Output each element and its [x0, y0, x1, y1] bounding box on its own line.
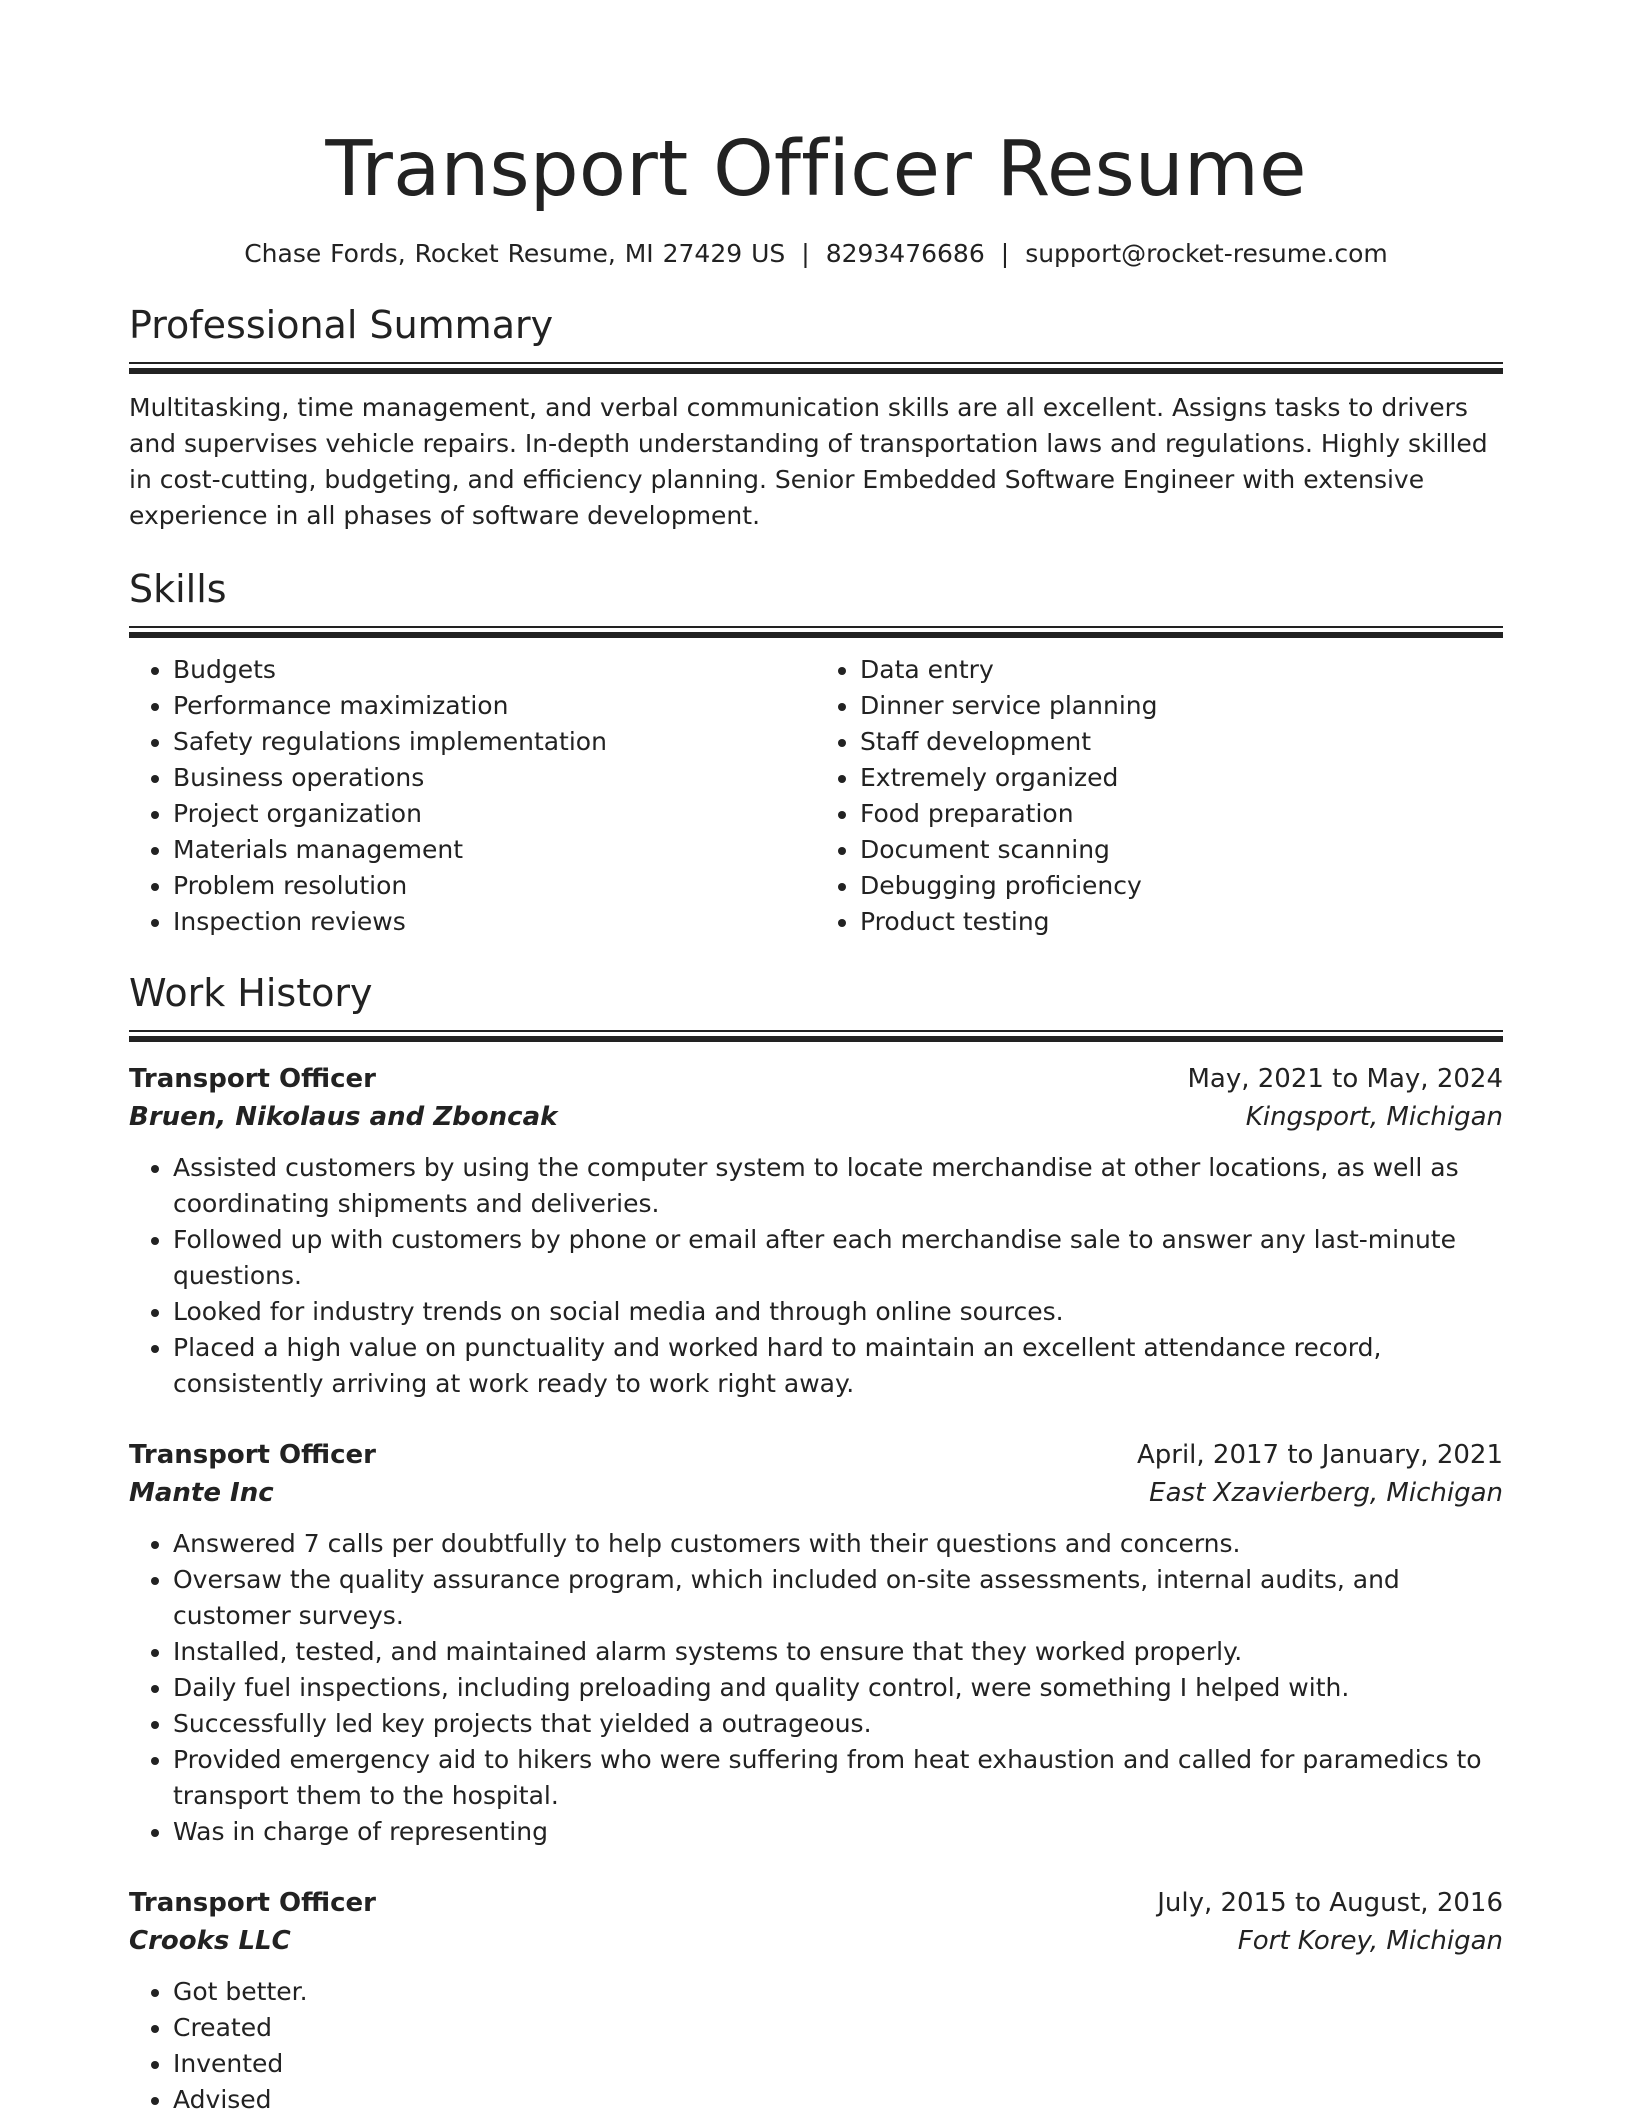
- professional-summary-section: [129, 302, 1503, 534]
- section-divider: [129, 362, 1503, 374]
- job-company: Crooks LLC: [129, 1926, 291, 1956]
- job-location: Fort Korey, Michigan: [1237, 1926, 1503, 1956]
- skill-item: • Dinner service planning: [860, 688, 1503, 724]
- job-bullet: • Was in charge of representing: [173, 1814, 1503, 1850]
- job-bullet: • Successfully led key projects that yielded a outrageous.: [173, 1706, 1503, 1742]
- job-bullet: • Daily fuel inspections, including preloading and quality control, were something I helped with.: [173, 1670, 1503, 1706]
- section-heading-skills: Skills: [129, 567, 227, 611]
- section-heading-summary: Professional Summary: [129, 303, 554, 347]
- job-dates: July, 2015 to August, 2016: [1157, 1888, 1503, 1918]
- summary-text: Multitasking, time management, and verbal communication skills are all excellent. Assigns tasks to drivers and supervises vehicle repairs. In-depth understanding of transportation laws and regulations. Highly skilled in cost-cutting, budgeting, and efficiency planning. Senior Embedded Software Engineer with extensive experience in all phases of software development.: [129, 393, 1488, 530]
- job-bullet: • Oversaw the quality assurance program, which included on-site assessments, internal audits, and customer surveys.: [173, 1562, 1503, 1634]
- job-dates: May, 2021 to May, 2024: [1187, 1064, 1503, 1094]
- resume-title: Transport Officer Resume: [325, 125, 1307, 214]
- contact-separator: |: [1000, 239, 1010, 268]
- skill-item: • Document scanning: [860, 832, 1503, 868]
- contact-phone: 8293476686: [825, 239, 985, 268]
- job-title: Transport Officer: [129, 1440, 376, 1470]
- job-bullet: • Installed, tested, and maintained alarm systems to ensure that they worked properly.: [173, 1634, 1503, 1670]
- job-entry: [129, 1060, 1503, 1402]
- skill-item: • Materials management: [173, 832, 816, 868]
- contact-line: [129, 238, 1503, 270]
- job-bullet: • Assisted customers by using the computer system to locate merchandise at other locations, as well as coordinating shipments and deliveries.: [173, 1150, 1503, 1222]
- skill-item: • Project organization: [173, 796, 816, 832]
- job-company-row: [129, 1474, 1503, 1512]
- skill-item: • Business operations: [173, 760, 816, 796]
- job-entry: [129, 1436, 1503, 1850]
- contact-separator: |: [801, 239, 810, 268]
- job-dates: April, 2017 to January, 2021: [1136, 1440, 1503, 1470]
- skill-item: • Budgets: [173, 652, 816, 688]
- skill-item: • Food preparation: [860, 796, 1503, 832]
- skill-item: • Inspection reviews: [173, 904, 816, 940]
- job-title: Transport Officer: [129, 1064, 376, 1094]
- job-bullet: • Created: [173, 2010, 1503, 2046]
- job-bullet: • Got better.: [173, 1974, 1503, 2010]
- job-company-row: [129, 1922, 1503, 1960]
- section-divider: [129, 1030, 1503, 1042]
- contact-email: support@rocket-resume.com: [1025, 239, 1388, 268]
- job-bullet: • Provided emergency aid to hikers who were suffering from heat exhaustion and called for paramedics to transport them to the hospital.: [173, 1742, 1503, 1814]
- skill-item: • Data entry: [860, 652, 1503, 688]
- job-bullet: • Answered 7 calls per doubtfully to help customers with their questions and concerns.: [173, 1526, 1503, 1562]
- job-location: Kingsport, Michigan: [1245, 1102, 1503, 1132]
- job-entry: [129, 1884, 1503, 2118]
- job-title: Transport Officer: [129, 1888, 376, 1918]
- job-bullet: • Looked for industry trends on social media and through online sources.: [173, 1294, 1503, 1330]
- job-company: Bruen, Nikolaus and Zboncak: [129, 1102, 558, 1132]
- skill-item: • Debugging proficiency: [860, 868, 1503, 904]
- skills-columns: [129, 652, 1503, 940]
- job-bullet: • Placed a high value on punctuality and worked hard to maintain an excellent attendance record, consistently arriving at work ready to work right away.: [173, 1330, 1503, 1402]
- job-bullet: • Followed up with customers by phone or email after each merchandise sale to answer any last-minute questions.: [173, 1222, 1503, 1294]
- skill-item: • Safety regulations implementation: [173, 724, 816, 760]
- skill-item: • Staff development: [860, 724, 1503, 760]
- skill-item: • Extremely organized: [860, 760, 1503, 796]
- skill-item: • Performance maximization: [173, 688, 816, 724]
- job-company-row: [129, 1098, 1503, 1136]
- section-divider: [129, 626, 1503, 638]
- job-bullet: • Advised: [173, 2082, 1503, 2118]
- job-bullet: • Invented: [173, 2046, 1503, 2082]
- job-header-row: [129, 1436, 1503, 1474]
- job-header-row: [129, 1060, 1503, 1098]
- skill-item: • Problem resolution: [173, 868, 816, 904]
- work-history-section: [129, 970, 1503, 2118]
- job-bullets: [129, 1150, 1503, 1402]
- section-heading-work-history: Work History: [129, 971, 373, 1015]
- job-company: Mante Inc: [129, 1478, 274, 1508]
- job-location: East Xzavierberg, Michigan: [1149, 1478, 1503, 1508]
- skills-list-left: [129, 652, 816, 940]
- job-bullets: [129, 1526, 1503, 1850]
- job-header-row: [129, 1884, 1503, 1922]
- skill-item: • Product testing: [860, 904, 1503, 940]
- contact-address: Chase Fords, Rocket Resume, MI 27429 US: [244, 239, 786, 268]
- skills-section: [129, 566, 1503, 940]
- job-bullets: [129, 1974, 1503, 2118]
- skills-list-right: [816, 652, 1503, 940]
